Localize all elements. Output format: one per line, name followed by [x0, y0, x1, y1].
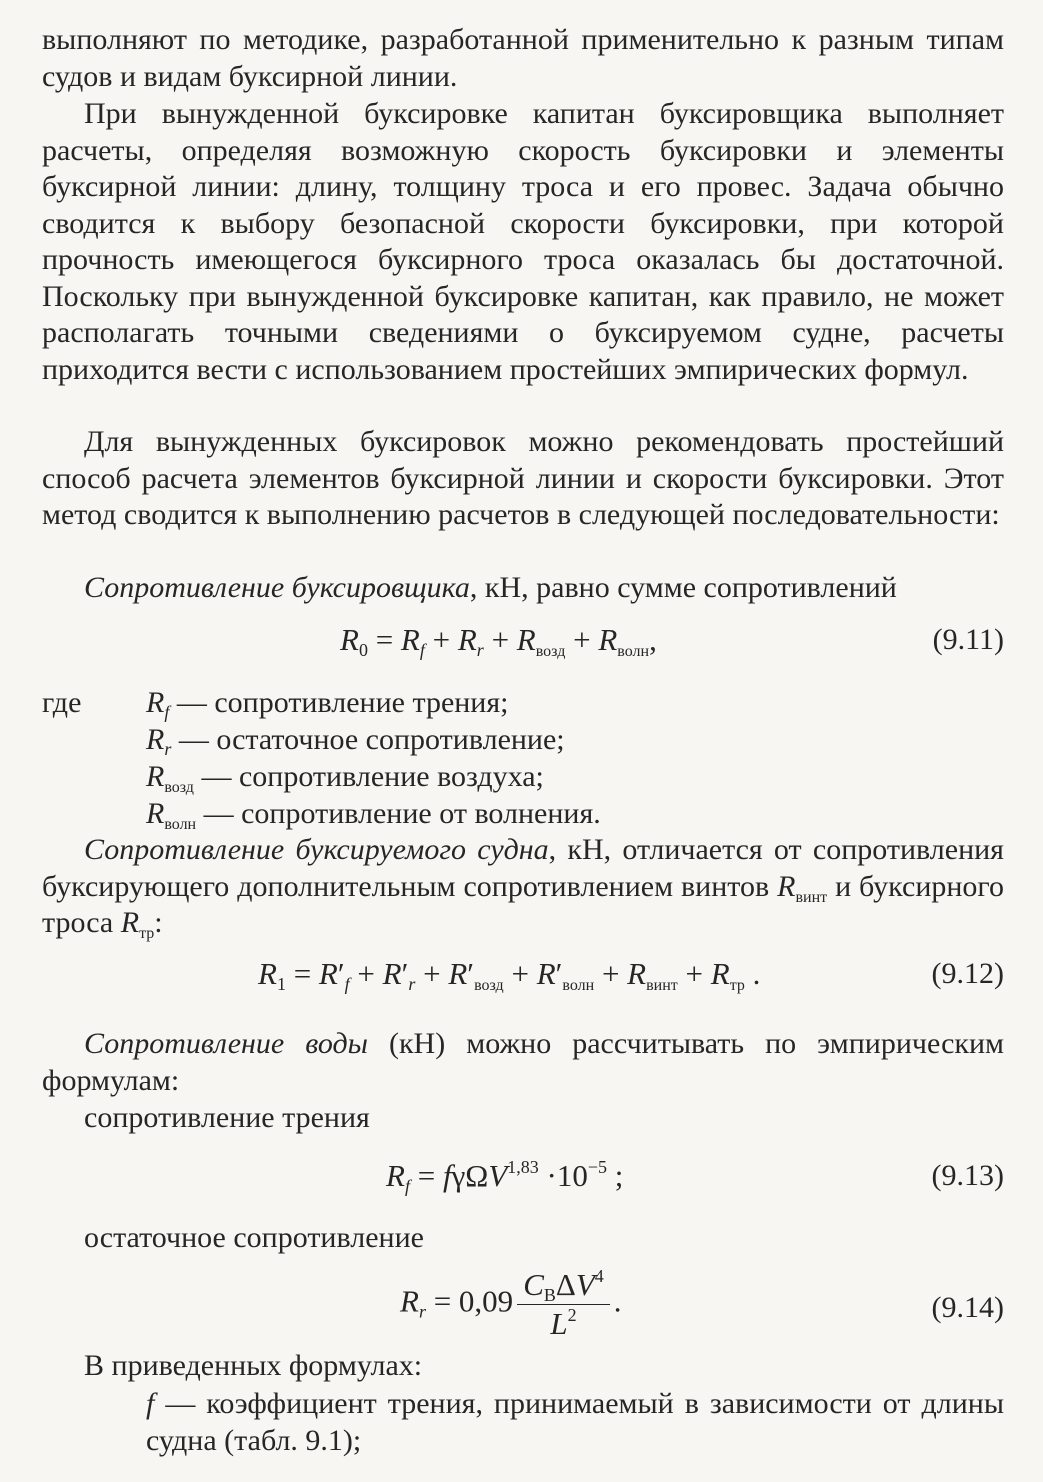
equation-9-14-formula: $R_r = 0,09$ $\frac{C_В\Delta V^4}{L^2}$ .: [400, 1266, 622, 1341]
equation-number: (9.14): [931, 1291, 1004, 1324]
paragraph-tug-resistance-text: , кН, равно сумме сопротивлений: [469, 571, 897, 604]
definition-rvoln: $R_{волн}$ — сопротивление от волнения.: [146, 797, 601, 833]
residual-label-text: остаточное сопротивление: [84, 1221, 424, 1254]
equation-9-11: [42, 622, 1004, 670]
paragraph-friction-coef: f — коэффициент трения, принимаемый в зависимости от длины судна (табл. 9.1);: [146, 1387, 1004, 1457]
equation-9-13: [42, 1158, 1004, 1206]
equation-9-13-formula: $R_f = f\gamma\Omega V^{1,83} \cdot 10^{-5}$ ;: [386, 1157, 624, 1196]
paragraph-intro-text: выполняют по методике, разработанной применительно к разным типам судов и видам буксирной линии.: [42, 23, 1004, 93]
fraction: $\frac{C_В\Delta V^4}{L^2}$: [517, 1266, 610, 1343]
paragraph-tug-resistance: [42, 570, 1004, 607]
paragraph-forced-towing: [42, 96, 1004, 388]
equation-9-12-formula: $R_1 = R'_f + R'_r + R'_{возд} + R'_{волн} + R_{винт} + R_{тр}$ .: [258, 956, 761, 994]
paragraph-intro: [42, 22, 1004, 95]
definition-rf: $R_f$ — сопротивление трения;: [146, 686, 509, 722]
equation-9-14: [42, 1268, 1004, 1348]
equation-number: (9.11): [932, 623, 1004, 656]
definition-rvozd: $R_{возд}$ — сопротивление воздуха;: [146, 760, 544, 796]
paragraph-method: [42, 424, 1004, 534]
paragraph-friction-label: [42, 1100, 1004, 1137]
equation-number: (9.12): [931, 957, 1004, 990]
definition-text: — сопротивление трения;: [169, 686, 509, 719]
paragraph-water-resistance-text: (кН) можно рассчитывать по эмпирическим формулам:: [42, 1027, 1005, 1097]
equation-9-11-formula: $R_0 = R_f + R_r + R_{возд} + R_{волн}$,: [340, 622, 657, 660]
term-towed-resistance: Сопротивление буксируемого судна: [84, 833, 549, 866]
definition-text: — сопротивление от волнения.: [196, 797, 601, 830]
paragraph-towed-resistance: Сопротивление буксируемого судна, кН, отличается от сопротивления буксирующего дополнительным сопротивлением винтов $R_{винт}$ и буксирного троса $R_{тр}$:: [42, 833, 1004, 942]
paragraph-towed-resistance-text: , кН, отличается от сопротивления буксирующего дополнительным сопротивлением винтов: [42, 833, 1004, 903]
paragraph-residual-label: [42, 1220, 1004, 1257]
definition-rr: $R_r$ — остаточное сопротивление;: [146, 723, 565, 759]
friction-label-text: сопротивление трения: [84, 1101, 370, 1134]
paragraph-forced-towing-text: При вынужденной буксировке капитан буксировщика выполняет расчеты, определяя возможную скорость буксировки и элементы буксирной линии: длину, толщину троса и его провес. Задача обычно сводится к выбору безопасной скорости буксировки, при которой прочность имеющегося буксирного троса оказалась бы достаточной. Поскольку при вынужденной буксировке капитан, как правило, не может располагать точными сведениями о буксируемом судне, расчеты приходится вести с использованием простейших эмпирических формул.: [42, 97, 1004, 386]
equation-9-12: [42, 956, 1004, 1004]
equation-number: (9.13): [931, 1159, 1004, 1192]
paragraph-method-text: Для вынужденных буксировок можно рекомендовать простейший способ расчета элементов буксирной линии и скорости буксировки. Этот метод сводится к выполнению расчетов в следующей последовательности:: [42, 425, 1004, 531]
paragraph-towed-resistance-tail: и буксирного троса: [42, 869, 1004, 939]
definition-text: — сопротивление воздуха;: [193, 760, 544, 793]
formulas-intro-text: В приведенных формулах:: [84, 1349, 423, 1382]
where-label: где: [42, 686, 82, 719]
term-tug-resistance: Сопротивление буксировщика: [84, 571, 470, 604]
paragraph-water-resistance: [42, 1026, 1004, 1099]
paragraph-formulas-intro: [42, 1348, 1004, 1385]
definition-text: — остаточное сопротивление;: [171, 723, 565, 756]
friction-coef-text: — коэффициент трения, принимаемый в зависимости от длины судна (табл. 9.1);: [146, 1387, 1004, 1457]
term-water-resistance: Сопротивление воды: [84, 1027, 368, 1060]
